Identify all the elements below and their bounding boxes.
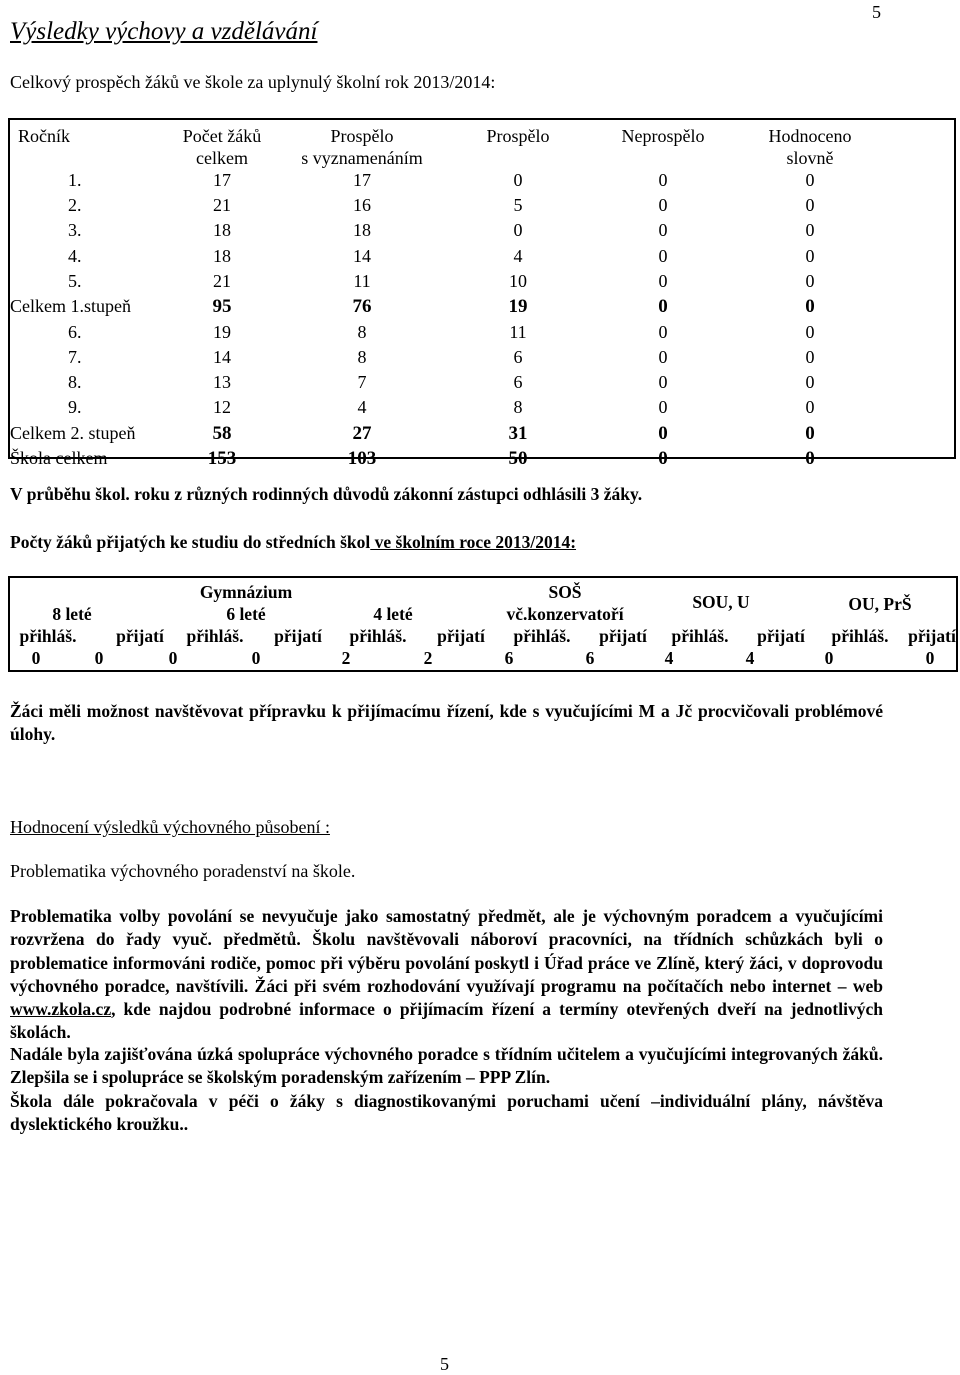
prihlas-header: přihláš.	[186, 626, 244, 646]
table-cell: 18	[213, 220, 231, 240]
admission-value: 0	[31, 648, 41, 668]
header-vyz-1: Prospělo	[330, 126, 394, 146]
prijati-header: přijatí	[599, 626, 647, 646]
table-cell: 0	[658, 397, 668, 417]
prihlas-header: přihláš.	[349, 626, 407, 646]
table-cell: 0	[658, 195, 668, 215]
sou-label: SOU, U	[692, 592, 750, 612]
row-label: 8.	[68, 372, 82, 392]
row-label: 1.	[68, 170, 82, 190]
table-cell: 18	[353, 220, 371, 240]
paragraph-preparation: Žáci měli možnost navštěvovat přípravku k přijímacímu řízení, kde s vyučujícími M a Jč procvičovali problémové úlohy.	[10, 701, 883, 745]
page-number-bottom: 5	[440, 1354, 449, 1374]
row-label: Škola celkem	[10, 448, 108, 468]
table-cell: 0	[805, 322, 815, 342]
table-cell: 0	[658, 322, 668, 342]
table-cell: 14	[213, 347, 231, 367]
admission-value: 0	[251, 648, 261, 668]
table2-title-a: Počty žáků přijatých ke studiu do středních škol	[10, 532, 371, 552]
row-label: 5.	[68, 271, 82, 291]
table-cell: 0	[805, 195, 815, 215]
row-label: 9.	[68, 397, 82, 417]
table-cell: 10	[509, 271, 527, 291]
table-cell: 19	[213, 322, 231, 342]
paragraph-career-a: Problematika volby povolání se nevyučuje jako samostatný předmět, ale je výchovným poradcem a vyučujícími rozvržena do řady vyuč. předmětů. Školu navštěvovali náboroví pracovníci, na třídních schůzkách byli o problematice informováni rodiče, pomoc při výběru povolání poskytl i Úřad práce ve Zlíně, který žáci, v doprovodu výchovného poradce, navštívili. Žáci při svém rozhodování využívají programu na počítačích nebo internet – web	[10, 906, 883, 996]
table-cell: 31	[508, 423, 528, 444]
row-label: 2.	[68, 195, 82, 215]
note: V průběhu škol. roku z různých rodinných důvodů zákonní zástupci odhlásili 3 žáky.	[10, 484, 643, 504]
table-cell: 0	[805, 397, 815, 417]
table-cell: 76	[352, 296, 372, 317]
admission-value: 6	[504, 648, 514, 668]
prihlas-header: přihláš.	[19, 626, 77, 646]
table-cell: 0	[658, 423, 668, 444]
table-cell: 13	[213, 372, 231, 392]
table-cell: 95	[212, 296, 232, 317]
admission-value: 0	[824, 648, 834, 668]
row-label: Celkem 2. stupeň	[10, 423, 136, 443]
row-label: 3.	[68, 220, 82, 240]
table-cell: 16	[353, 195, 371, 215]
header-pocet-2: celkem	[196, 148, 248, 168]
table-cell: 0	[805, 246, 815, 266]
admission-value: 2	[423, 648, 433, 668]
table-cell: 4	[513, 246, 523, 266]
paragraph-career-b: , kde najdou podrobné informace o přijímacím řízení a termíny otevřených dveří na jednotlivých školách.	[10, 999, 883, 1043]
admission-value: 4	[745, 648, 755, 668]
admission-value: 6	[585, 648, 595, 668]
table-cell: 0	[658, 372, 668, 392]
table-cell: 0	[805, 423, 815, 444]
section-subheading: Problematika výchovného poradenství na škole.	[10, 861, 356, 881]
header-prospelo: Prospělo	[486, 126, 550, 146]
table-cell: 0	[805, 296, 815, 317]
prihlas-header: přihláš.	[671, 626, 729, 646]
table-cell: 5	[513, 195, 523, 215]
table-cell: 0	[805, 448, 815, 469]
ou-label: OU, PrŠ	[848, 594, 912, 614]
prijati-header: přijatí	[116, 626, 164, 646]
row-label: Celkem 1.stupeň	[10, 296, 131, 316]
paragraph-career	[10, 905, 883, 1045]
table-cell: 0	[658, 296, 668, 317]
table-cell: 0	[658, 220, 668, 240]
table-cell: 0	[658, 246, 668, 266]
gymnazium-label: Gymnázium	[199, 582, 293, 602]
table-cell: 0	[513, 170, 523, 190]
table-cell: 103	[347, 448, 377, 469]
table-cell: 58	[212, 423, 232, 444]
web-link[interactable]: www.zkola.cz	[10, 999, 112, 1020]
prihlas-header: přihláš.	[513, 626, 571, 646]
table-cell: 11	[353, 271, 371, 291]
table-cell: 0	[658, 347, 668, 367]
table-cell: 0	[805, 347, 815, 367]
table-cell: 0	[805, 220, 815, 240]
table-cell: 0	[658, 170, 668, 190]
header-pocet-1: Počet žáků	[182, 126, 262, 146]
table-cell: 27	[352, 423, 372, 444]
row-label: 7.	[68, 347, 82, 367]
table-cell: 17	[213, 170, 231, 190]
admission-value: 0	[168, 648, 178, 668]
page-title: Výsledky výchovy a vzdělávání	[10, 18, 318, 45]
section-heading: Hodnocení výsledků výchovného působení :	[10, 817, 330, 837]
table-cell: 14	[353, 246, 371, 266]
let4-label: 4 leté	[373, 604, 413, 624]
table-cell: 4	[357, 397, 367, 417]
prijati-header: přijatí	[437, 626, 485, 646]
table-cell: 21	[213, 195, 231, 215]
table-cell: 17	[353, 170, 371, 190]
table-cell: 8	[357, 322, 367, 342]
row-label: 4.	[68, 246, 82, 266]
table-cell: 8	[357, 347, 367, 367]
results-table	[8, 118, 956, 469]
admissions-table	[8, 576, 958, 672]
header-vyz-2: s vyznamenáním	[301, 148, 423, 168]
page-number-top: 5	[872, 2, 881, 22]
prijati-header: přijatí	[908, 626, 956, 646]
paragraph-care: Škola dále pokračovala v péči o žáky s diagnostikovanými poruchami učení –individuální plány, návštěva dyslektického kroužku..	[10, 1091, 883, 1135]
table-cell: 8	[513, 397, 523, 417]
table-cell: 0	[513, 220, 523, 240]
table-cell: 0	[658, 448, 668, 469]
table-cell: 0	[658, 271, 668, 291]
table-cell: 19	[508, 296, 528, 317]
sos-label: SOŠ	[548, 582, 582, 602]
header-hodnoceno-1: Hodnoceno	[768, 126, 852, 146]
table-cell: 0	[805, 372, 815, 392]
table-cell: 0	[805, 170, 815, 190]
admission-value: 4	[664, 648, 674, 668]
admission-value: 2	[341, 648, 351, 668]
konzerv-label: vč.konzervatoří	[506, 604, 624, 624]
header-rocnik: Ročník	[18, 126, 70, 146]
admission-value: 0	[925, 648, 935, 668]
prijati-header: přijatí	[274, 626, 322, 646]
table-cell: 21	[213, 271, 231, 291]
table-cell: 50	[508, 448, 528, 469]
table-cell: 18	[213, 246, 231, 266]
table-cell: 7	[357, 372, 367, 392]
table2-title-b: ve školním roce 2013/2014:	[370, 532, 577, 552]
table-cell: 0	[805, 271, 815, 291]
prijati-header: přijatí	[757, 626, 805, 646]
let6-label: 6 leté	[226, 604, 266, 624]
prihlas-header: přihláš.	[831, 626, 889, 646]
table-cell: 11	[509, 322, 527, 342]
admission-value: 0	[94, 648, 104, 668]
subtitle: Celkový prospěch žáků ve škole za uplynulý školní rok 2013/2014:	[10, 72, 496, 92]
let8-label: 8 leté	[52, 604, 92, 624]
table-cell: 6	[513, 372, 523, 392]
header-neprospelo: Neprospělo	[621, 126, 705, 146]
table2-title	[10, 532, 576, 553]
row-label: 6.	[68, 322, 82, 342]
header-hodnoceno-2: slovně	[786, 148, 834, 168]
paragraph-cooperation: Nadále byla zajišťována úzká spolupráce výchovného poradce s třídním učitelem a vyučujícími integrovaných žáků. Zlepšila se i spolupráce se školským poradenským zařízením – PPP Zlín.	[10, 1044, 883, 1088]
table-cell: 12	[213, 397, 231, 417]
table-cell: 6	[513, 347, 523, 367]
table-cell: 153	[207, 448, 237, 469]
